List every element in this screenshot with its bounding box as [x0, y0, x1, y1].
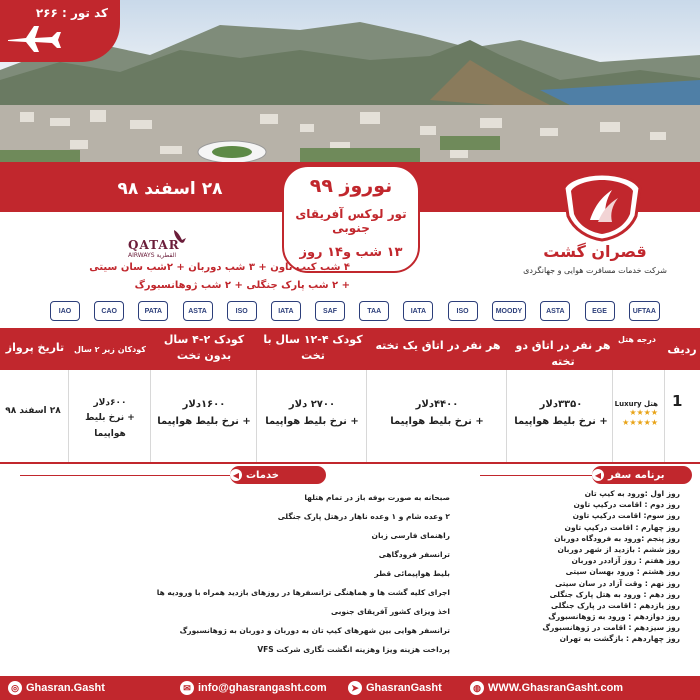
- badge-icon: CAO: [94, 301, 124, 321]
- cell-infant-price: [70, 396, 150, 442]
- list-item: ۲ وعده شام و ۱ وعده ناهار درهتل پارک جنگلی: [277, 512, 450, 521]
- col-row: ردیف: [667, 343, 697, 356]
- telegram-icon: ➤: [348, 681, 362, 695]
- table-divider: [664, 370, 665, 462]
- services-heading: [230, 466, 326, 484]
- price-note: + نرخ بلیط هواپیما: [265, 416, 359, 427]
- website-link[interactable]: [470, 679, 623, 697]
- chevron-left-icon: ◀: [230, 469, 242, 481]
- itinerary-title: برنامه سفر: [608, 469, 665, 481]
- departure-date: ۲۸ اسفند ۹۸: [117, 179, 223, 199]
- email-link[interactable]: [180, 679, 327, 697]
- col-flight-date: تاریخ پرواز: [5, 341, 65, 354]
- list-item: پرداخت هزینه ویزا وهزینه انگشت نگاری شرکت VFS: [257, 645, 450, 654]
- accreditation-badges: [50, 298, 660, 324]
- badge-icon: ISO: [448, 301, 478, 321]
- badge-icon: IATA: [271, 301, 301, 321]
- list-item: روز ششم : بازدید از شهر دوربان: [557, 544, 680, 554]
- star-icon: ★★★★: [629, 408, 658, 417]
- cell-single-price: [368, 396, 506, 430]
- tour-duration: ۱۳ شب و۱۴ روز: [299, 245, 403, 260]
- col-child-no-bed: کودک ۲-۴ سال بدون تخت: [163, 333, 245, 362]
- row-number: 1: [672, 392, 683, 410]
- list-item: روز چهاردهم : بازگشت به تهران: [559, 634, 680, 644]
- route-line-2: + ۲ شب پارک جنگلی + ۲ شب ژوهانسبورگ: [134, 280, 350, 291]
- chevron-left-icon: ◀: [592, 469, 604, 481]
- social-text: GhasranGasht: [366, 682, 442, 694]
- price-note: + نرخ بلیط هواپیما: [390, 416, 484, 427]
- badge-icon: SAF: [315, 301, 345, 321]
- table-divider: [506, 370, 507, 462]
- instagram-link[interactable]: [8, 679, 105, 697]
- list-item: روز هشتم : ورود بهسان سیتی: [565, 567, 680, 577]
- list-item: اجرای کلیه گشت ها و هماهنگی ترانسفرها در روزهای بازدید همراه با ورودیه ها: [156, 588, 450, 597]
- list-item: روز دوم : اقامت درکیپ تاون: [573, 500, 680, 510]
- list-item: روز سوم: اقامت درکیپ تاون: [572, 511, 680, 521]
- services-list: [20, 488, 450, 659]
- list-item: روز سیزدهم : اقامت در ژوهانسبورگ: [542, 623, 680, 633]
- price-note: + نرخ بلیط هواپیما: [85, 413, 135, 439]
- badge-icon: IAO: [50, 301, 80, 321]
- price-value: ۳۳۵۰دلار: [539, 399, 583, 410]
- email-text: info@ghasrangasht.com: [198, 682, 327, 694]
- price-value: ۴۴۰۰دلار: [415, 399, 459, 410]
- price-value: ۲۷۰۰ دلار: [288, 399, 336, 410]
- list-item: روز پنجم :ورود به فرودگاه دوربان: [554, 533, 680, 543]
- title-card: [282, 165, 420, 273]
- price-note: + نرخ بلیط هواپیما: [157, 416, 251, 427]
- list-item: ترانسفر هوایی بین شهرهای کیپ تان به دوربان و دوربان به ژوهانسبورگ: [179, 626, 450, 635]
- cell-flight-date: ۲۸ اسفند ۹۸: [5, 406, 61, 416]
- list-item: روز چهارم : اقامت درکیپ تاون: [564, 522, 680, 532]
- route-line-1: ۴ شب کیپ تاون + ۳ شب دوربان + ۲شب سان سیتی: [89, 262, 350, 273]
- price-value: ۶۰۰دلار: [93, 398, 127, 408]
- star-icon: ★★★★★: [622, 417, 658, 427]
- badge-icon: EGE: [585, 301, 615, 321]
- col-hotel-grade: درجه هتل: [617, 335, 657, 344]
- list-item: روز دهم : ورود به هتل پارک جنگلی: [549, 589, 680, 599]
- website-text: WWW.GhasranGasht.com: [488, 682, 624, 694]
- list-item: روز یازدهم : اقامت در پارک جنگلی: [551, 600, 680, 610]
- list-item: بلیط هواپیمائی قطر: [374, 569, 450, 578]
- itinerary-list: [520, 488, 680, 645]
- badge-icon: UFTAA: [629, 301, 660, 321]
- airline-logo: QATAR: [128, 238, 180, 252]
- tour-code: کد تور : ۲۶۶: [35, 6, 108, 20]
- cell-child-bed-price: [258, 396, 366, 430]
- badge-icon: ASTA: [183, 301, 213, 321]
- list-item: روز هفتم : روز آزاددر دوربان: [571, 556, 680, 566]
- instagram-text: Ghasran.Gasht: [26, 682, 105, 694]
- social-link[interactable]: [348, 679, 442, 697]
- list-item: روز دوازدهم : ورود به ژوهانسبورگ: [548, 612, 680, 622]
- instagram-icon: ◎: [8, 681, 22, 695]
- list-item: صبحانه به صورت بوفه باز در تمام هتلها: [304, 493, 450, 502]
- badge-icon: MOODY: [492, 301, 526, 321]
- itinerary-heading: [592, 466, 692, 484]
- badge-icon: ISO: [227, 301, 257, 321]
- services-title: خدمات: [246, 469, 279, 481]
- table-divider: [256, 370, 257, 462]
- brand-name: قصران گشت: [543, 242, 647, 261]
- table-bottom-line: [0, 462, 700, 464]
- airplane-icon: [6, 24, 62, 54]
- globe-icon: ◍: [470, 681, 484, 695]
- badge-icon: ASTA: [540, 301, 570, 321]
- list-item: ترانسفر فرودگاهی: [378, 550, 450, 559]
- airline-subtitle: AIRWAYS القطرية: [128, 252, 177, 259]
- col-infant: کودکان زیر ۲ سال: [74, 345, 146, 354]
- page-title: نوروز ۹۹: [309, 175, 393, 197]
- price-value: ۱۶۰۰دلار: [182, 399, 226, 410]
- price-note: + نرخ بلیط هواپیما: [514, 416, 608, 427]
- badge-icon: TAA: [359, 301, 389, 321]
- tour-name: تور لوکس آفریقای جنوبی: [295, 207, 407, 235]
- col-child-with-bed: کودک ۴-۱۲ سال با تخت: [263, 333, 363, 362]
- cell-child-nobed-price: [152, 396, 256, 430]
- list-item: روز اول :ورود به کیپ تان: [584, 489, 680, 498]
- hotel-label: هتل Luxury: [614, 400, 658, 408]
- hotel-grade-cell: [614, 400, 658, 427]
- badge-icon: IATA: [403, 301, 433, 321]
- list-item: راهنمای فارسی زبان: [371, 531, 450, 540]
- cell-double-price: [508, 396, 614, 430]
- table-divider: [68, 370, 69, 462]
- brand-logo-icon: [560, 172, 644, 242]
- col-single: هر نفر در اتاق یک تخته: [375, 339, 501, 352]
- brand-subtitle: شرکت خدمات مسافرت هوایی و جهانگردی: [523, 266, 667, 275]
- list-item: اخذ ویزای کشور آفریقای جنوبی: [331, 607, 450, 616]
- list-item: روز نهم : وقت آزاد در سان سیتی: [555, 578, 680, 588]
- table-divider: [366, 370, 367, 462]
- col-double: هر نفر در اتاق دو تخته: [515, 339, 611, 368]
- table-divider: [150, 370, 151, 462]
- email-icon: ✉: [180, 681, 194, 695]
- badge-icon: PATA: [138, 301, 168, 321]
